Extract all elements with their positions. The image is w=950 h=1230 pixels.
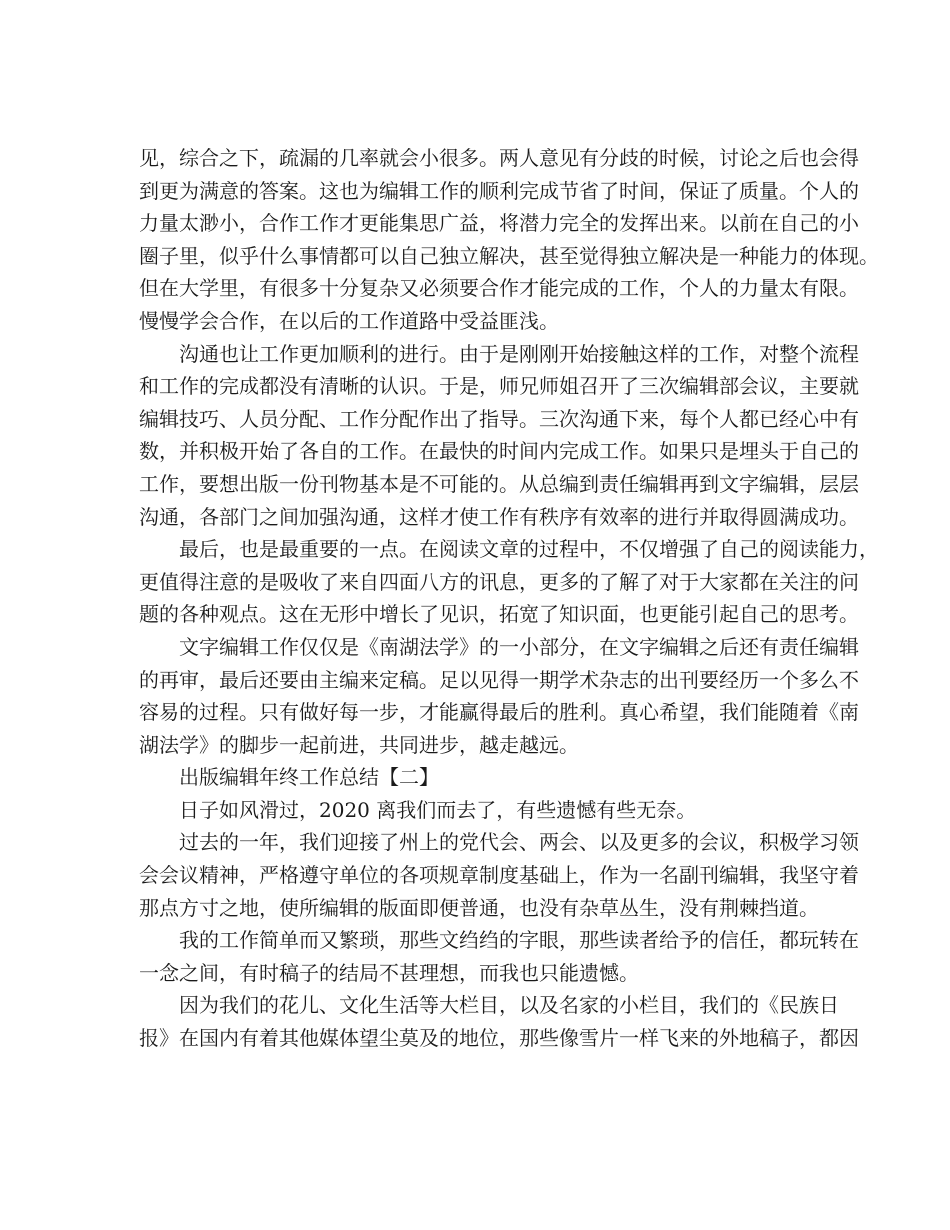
text-line: 一念之间，有时稿子的结局不甚理想，而我也只能遗憾。 — [139, 960, 639, 985]
text-line: 文字编辑工作仅仅是《南湖法学》的一小部分，在文字编辑之后还有责任编辑 — [179, 634, 859, 659]
text-line: 过去的一年，我们迎接了州上的党代会、两会、以及更多的会议，积极学习领 — [179, 830, 859, 855]
text-line: 会会议精神，严格遵守单位的各项规章制度基础上，作为一名副刊编辑，我坚守着 — [139, 863, 859, 888]
text-line: 到更为满意的答案。这也为编辑工作的顺利完成节省了时间，保证了质量。个人的 — [139, 178, 859, 203]
text-line: 我的工作简单而又繁琐，那些文绉绉的字眼，那些读者给予的信任，都玩转在 — [179, 928, 859, 953]
text-line: 慢慢学会合作，在以后的工作道路中受益匪浅。 — [139, 308, 559, 333]
text-line: 湖法学》的脚步一起前进，共同进步，越走越远。 — [139, 732, 579, 757]
text-line: 沟通，各部门之间加强沟通，这样才使工作有秩序有效率的进行并取得圆满成功。 — [139, 504, 859, 529]
text-line: 出版编辑年终工作总结【二】 — [179, 765, 439, 790]
text-line: 容易的过程。只有做好每一步，才能赢得最后的胜利。真心希望，我们能随着《南 — [139, 700, 859, 725]
text-line: 的再审，最后还要由主编来定稿。足以见得一期学术杂志的出刊要经历一个多么不 — [139, 667, 859, 692]
text-line: 力量太渺小，合作工作才更能集思广益，将潜力完全的发挥出来。以前在自己的小 — [139, 211, 859, 236]
text-line: 但在大学里，有很多十分复杂又必须要合作才能完成的工作，个人的力量太有限。 — [139, 276, 859, 301]
text-line: 那点方寸之地，使所编辑的版面即便普通，也没有杂草丛生，没有荆棘挡道。 — [139, 895, 819, 920]
text-line: 更值得注意的是吸收了来自四面八方的讯息，更多的了解了对于大家都在关注的问 — [139, 569, 859, 594]
text-line: 沟通也让工作更加顺利的进行。由于是刚刚开始接触这样的工作，对整个流程 — [179, 341, 859, 366]
text-line: 日子如风滑过，2020 离我们而去了，有些遗憾有些无奈。 — [179, 797, 697, 822]
text-line: 编辑技巧、人员分配、工作分配作出了指导。三次沟通下来，每个人都已经心中有 — [139, 406, 859, 431]
text-line: 最后，也是最重要的一点。在阅读文章的过程中，不仅增强了自己的阅读能力， — [179, 537, 879, 562]
text-line: 和工作的完成都没有清晰的认识。于是，师兄师姐召开了三次编辑部会议，主要就 — [139, 374, 859, 399]
document-body — [139, 142, 879, 1055]
text-line: 报》在国内有着其他媒体望尘莫及的地位，那些像雪片一样飞来的外地稿子，都因 — [139, 1026, 859, 1051]
text-line: 工作，要想出版一份刊物基本是不可能的。从总编到责任编辑再到文字编辑，层层 — [139, 471, 859, 496]
text-line: 见，综合之下，疏漏的几率就会小很多。两人意见有分歧的时候，讨论之后也会得 — [139, 146, 859, 170]
text-line: 因为我们的花儿、文化生活等大栏目，以及名家的小栏目，我们的《民族日 — [179, 993, 839, 1018]
text-line: 数，并积极开始了各自的工作。在最快的时间内完成工作。如果只是埋头于自己的 — [139, 439, 859, 464]
text-line: 题的各种观点。这在无形中增长了见识，拓宽了知识面，也更能引起自己的思考。 — [139, 602, 859, 627]
text-line: 圈子里，似乎什么事情都可以自己独立解决，甚至觉得独立解决是一种能力的体现。 — [139, 243, 879, 268]
